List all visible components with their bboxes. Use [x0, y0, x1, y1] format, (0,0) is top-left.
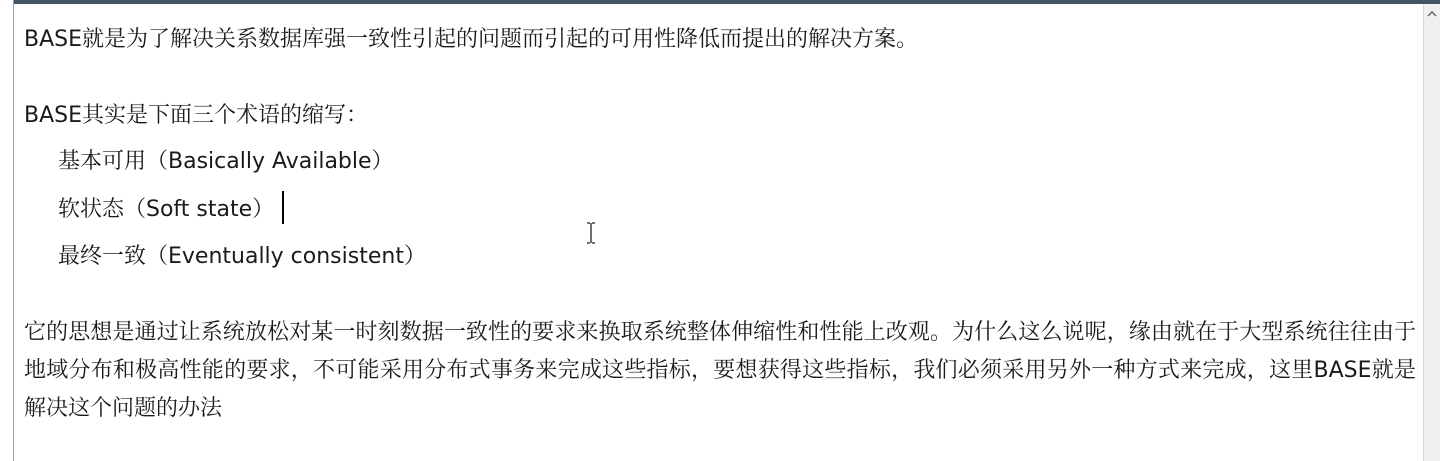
paragraph-base-intro: BASE就是为了解决关系数据库强一致性引起的问题而引起的可用性降低而提出的解决方案。: [24, 27, 919, 52]
list-item-soft-state: [58, 190, 284, 229]
paragraph-base-explanation: 它的思想是通过让系统放松对某一时刻数据一致性的要求来换取系统整体伸缩性和性能上改观。为什么这么说呢，缘由就在于大型系统往往由于地域分布和极高性能的要求，不可能采用分布式事务来完成这些指标，要想获得这些指标，我们必须采用另外一种方式来完成，这里BASE就是解决这个问题的办法: [24, 320, 1416, 421]
editor-left-gutter: [0, 0, 14, 461]
paragraph-base-terms: BASE其实是下面三个术语的缩写：: [24, 103, 369, 128]
text-editor-area[interactable]: [15, 4, 1423, 461]
ibeam-cursor-icon: [585, 222, 597, 244]
text-caret: [282, 191, 284, 224]
list-item-label: 基本可用（Basically Available）: [58, 149, 394, 174]
list-item-label: 软状态（Soft state）: [58, 197, 275, 222]
scroll-up-button[interactable]: [1424, 6, 1440, 22]
vertical-scrollbar[interactable]: [1423, 4, 1440, 461]
scroll-up-arrow-icon: [1427, 10, 1437, 18]
list-item-label: 最终一致（Eventually consistent）: [58, 244, 426, 269]
list-item-basically-available: [58, 142, 394, 181]
list-item-eventually-consistent: [58, 237, 426, 276]
